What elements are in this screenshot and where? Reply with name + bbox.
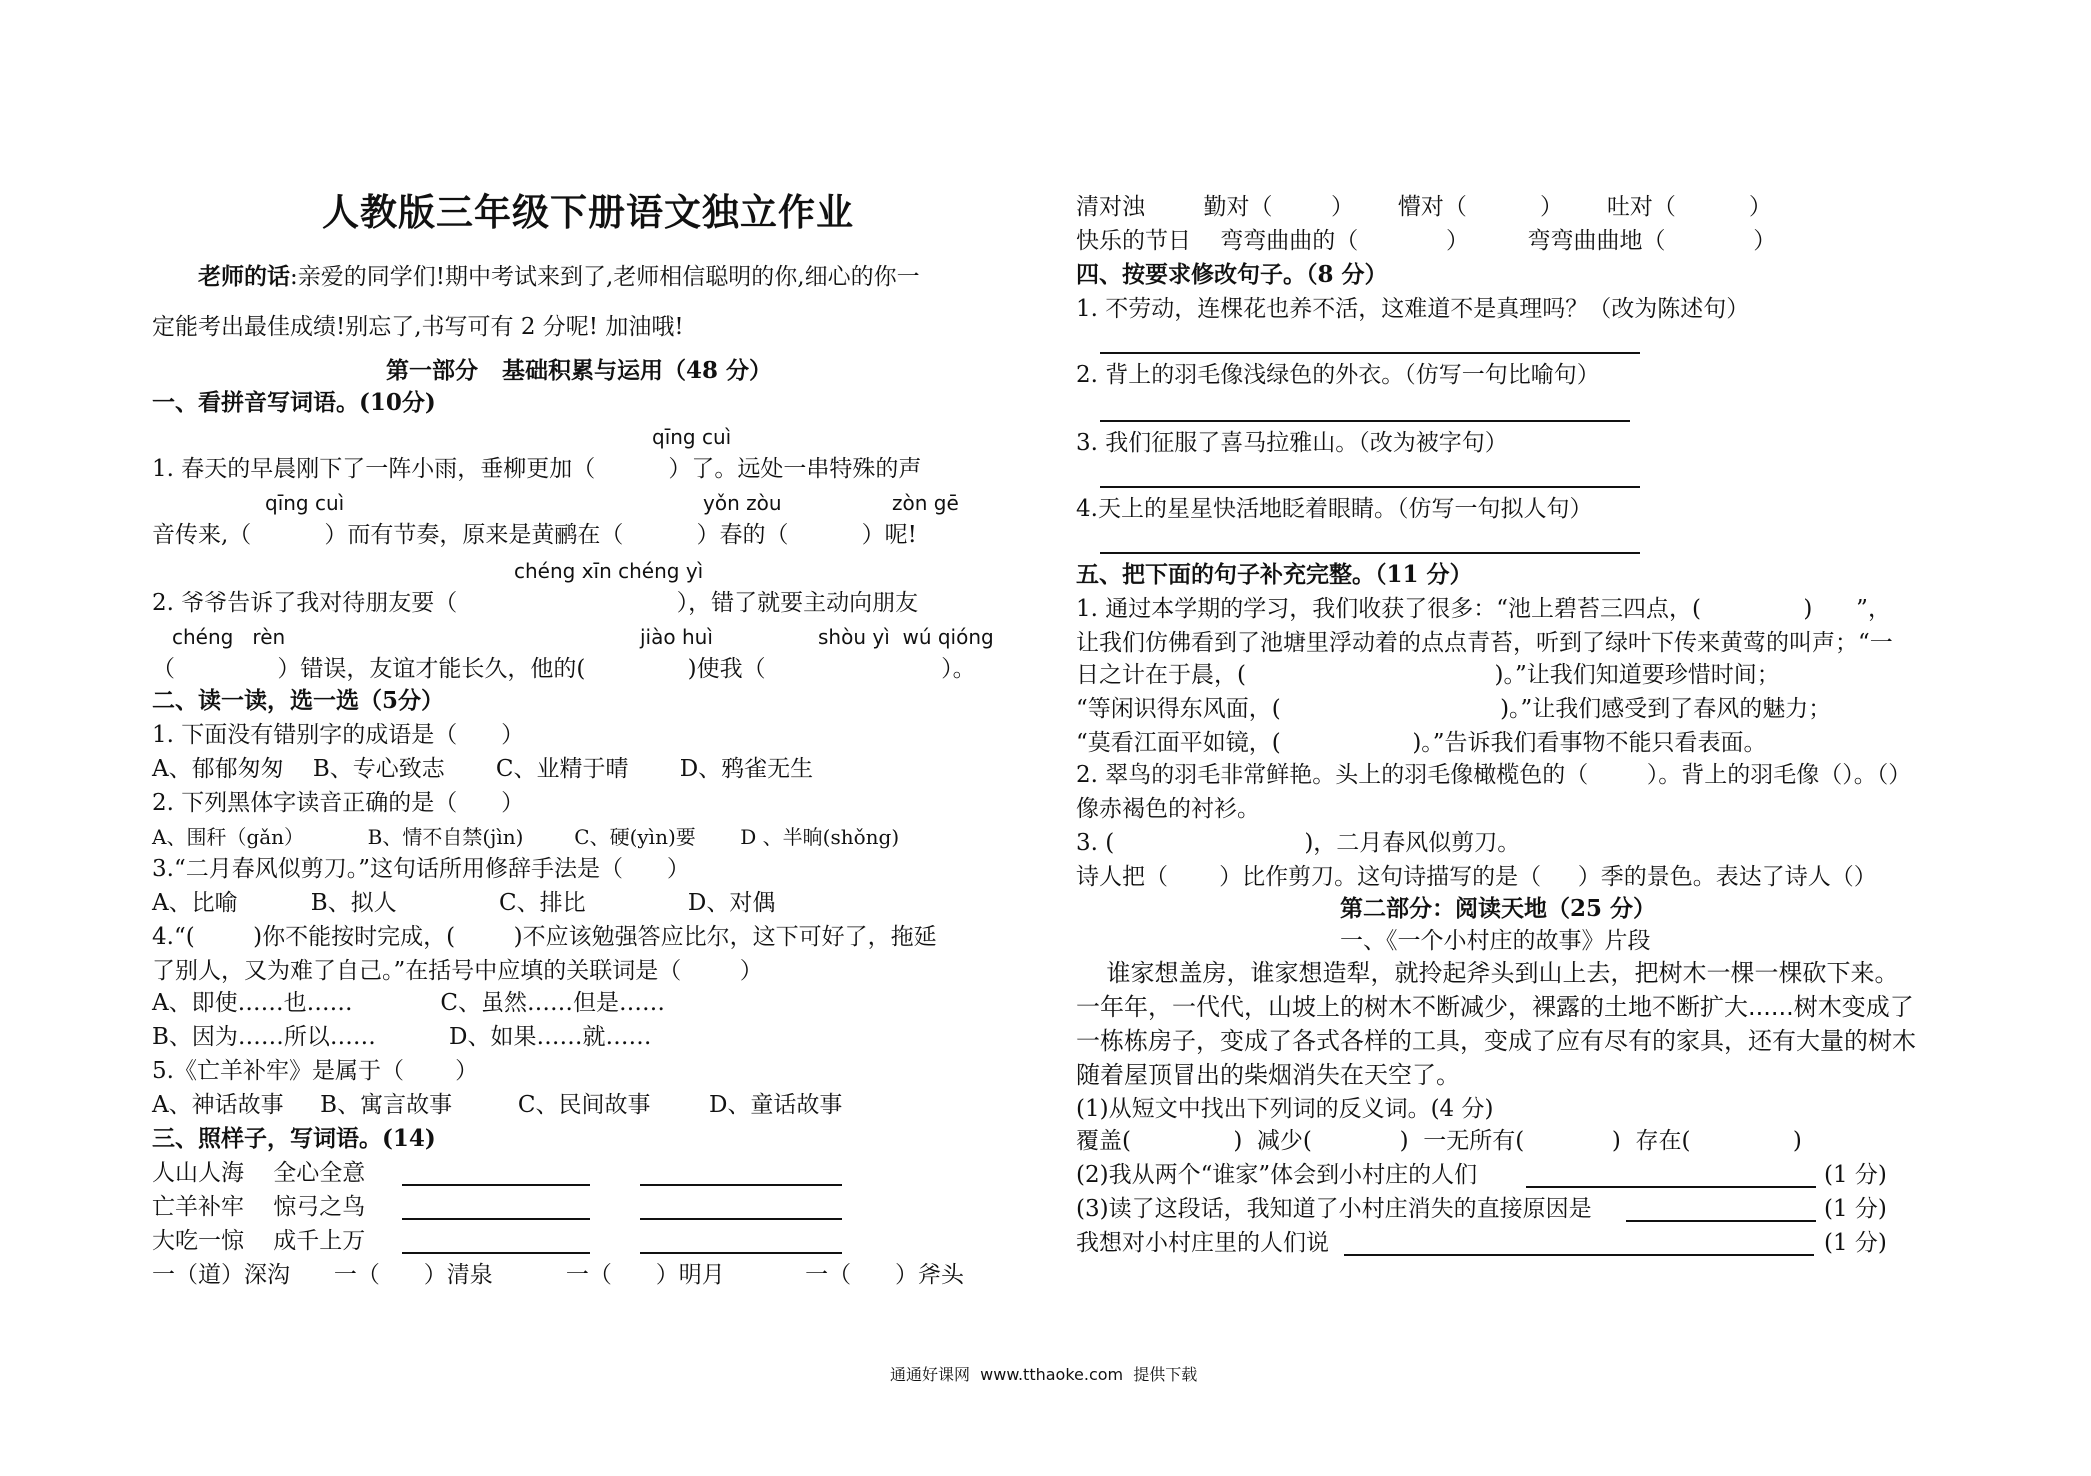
answer-line[interactable]	[640, 1252, 842, 1254]
s2-q5-options: A、神话故事 B、寓言故事 C、民间故事 D、童话故事	[152, 1092, 843, 1118]
answer-line[interactable]	[640, 1218, 842, 1220]
s4-q3: 3. 我们征服了喜马拉雅山。（改为被字句）	[1076, 430, 1508, 456]
answer-line[interactable]	[1100, 486, 1640, 488]
teacher-note-line2: 定能考出最佳成绩!别忘了,书写可有 2 分呢! 加油哦!	[152, 314, 684, 340]
reading-q4-score: (1 分)	[1824, 1230, 1887, 1256]
s1-heading: 一、看拼音写词语。(10分)	[152, 389, 436, 416]
page-title: 人教版三年级下册语文独立作业	[322, 191, 854, 234]
s2-q4-line1: 4.“( )你不能按时完成，( )不应该勉强答应比尔，这下可好了，拖延	[152, 924, 937, 950]
answer-line[interactable]	[1100, 420, 1630, 422]
teacher-note-label: 老师的话	[198, 263, 290, 290]
s1-line1: 1. 春天的早晨刚下了一阵小雨，垂柳更加（ ）了。远处一串特殊的声	[152, 456, 922, 482]
part1-heading: 第一部分 基础积累与运用（48 分）	[386, 357, 773, 384]
s5-heading: 五、把下面的句子补充完整。（11 分）	[1076, 561, 1473, 588]
s2-q4-line2: 了别人，又为难了自己。”在括号中应填的关联词是（ ）	[152, 958, 763, 984]
pinyin: qīng cuì	[652, 425, 732, 449]
answer-line[interactable]	[1100, 352, 1640, 354]
right-line2: 快乐的节日 弯弯曲曲的（ ） 弯弯曲曲地（ ）	[1076, 228, 1777, 254]
pinyin: jiào huì	[640, 625, 713, 649]
answer-line[interactable]	[402, 1218, 590, 1220]
s2-q1: 1. 下面没有错别字的成语是（ ）	[152, 722, 525, 748]
s1-line2: 音传来,（ ）而有节奏，原来是黄鹂在（ ）春的（ ）呢!	[152, 522, 917, 548]
s1-line4: （ ）错误，友谊才能长久，他的( )使我（ ）。	[152, 656, 976, 682]
s5-line: “等闲识得东风面，( )。”让我们感受到了春风的魅力；	[1076, 696, 1832, 722]
s5-line: 1. 通过本学期的学习，我们收获了很多：“池上碧苔三四点，( ) ”，	[1076, 596, 1891, 622]
passage-title: 一、《一个小村庄的故事》片段	[1340, 928, 1651, 954]
answer-line[interactable]	[1526, 1186, 1816, 1188]
s3-row4: 一（道）深沟 一（ ）清泉 一（ ）明月 一（ ）斧头	[152, 1262, 964, 1288]
passage-line: 一年年，一代代，山坡上的树木不断减少，裸露的土地不断扩大......树木变成了	[1076, 993, 1914, 1021]
answer-line[interactable]	[1626, 1220, 1816, 1222]
s2-heading: 二、读一读，选一选（5分）	[152, 687, 445, 714]
answer-line[interactable]	[640, 1184, 842, 1186]
answer-line[interactable]	[1344, 1254, 1814, 1256]
pinyin: chéng xīn chéng yì	[514, 559, 704, 583]
s3-row2: 亡羊补牢 惊弓之鸟	[152, 1194, 366, 1220]
s4-heading: 四、按要求修改句子。（8 分）	[1076, 261, 1388, 288]
s2-q4-options1: A、即使……也…… C、虽然……但是……	[152, 990, 665, 1016]
right-line1: 清对浊 勤对（ ） 懵对（ ） 吐对（ ）	[1076, 194, 1772, 220]
teacher-note-text1: :亲爱的同学们!期中考试来到了,老师相信聪明的你,细心的你一	[290, 264, 920, 290]
reading-q2-score: (1 分)	[1824, 1162, 1887, 1188]
s2-q2-options: A、围秆（gǎn） B、情不自禁(jìn) C、硬(yìn)要 D 、半晌(shǒng)	[152, 825, 900, 849]
answer-line[interactable]	[402, 1252, 590, 1254]
teacher-note-line1	[198, 262, 920, 292]
s5-line: “莫看江面平如镜，( )。”告诉我们看事物不能只看表面。	[1076, 730, 1767, 756]
s5-line: 3. ( )，二月春风似剪刀。	[1076, 830, 1521, 856]
s5-line: 像赤褐色的衬衫。	[1076, 796, 1260, 822]
pinyin: yǒn zòu	[703, 491, 782, 515]
passage-line: 谁家想盖房，谁家想造犁，就拎起斧头到山上去，把树木一棵一棵砍下来。	[1076, 959, 1899, 987]
reading-q2: (2)我从两个“谁家”体会到小村庄的人们	[1076, 1162, 1478, 1188]
part2-heading: 第二部分：阅读天地（25 分）	[1340, 895, 1657, 922]
s5-line: 诗人把（ ）比作剪刀。这句诗描写的是（ ）季的景色。表达了诗人（）	[1076, 864, 1877, 890]
s2-q2: 2. 下列黑体字读音正确的是（ ）	[152, 790, 525, 816]
s1-line3: 2. 爷爷告诉了我对待朋友要（ ），错了就要主动向朋友	[152, 590, 919, 616]
pinyin: zòn gē	[892, 491, 959, 515]
reading-q3: (3)读了这段话，我知道了小村庄消失的直接原因是	[1076, 1196, 1592, 1222]
pinyin: qīng cuì	[265, 491, 345, 515]
reading-q1: (1)从短文中找出下列词的反义词。(4 分)	[1076, 1096, 1494, 1122]
s5-line: 2. 翠鸟的羽毛非常鲜艳。头上的羽毛像橄榄色的（ ）。背上的羽毛像（）。（）	[1076, 762, 1912, 788]
footer-credit: 通通好课网 www.tthaoke.com 提供下载	[890, 1365, 1198, 1384]
s3-heading: 三、照样子，写词语。(14)	[152, 1125, 436, 1152]
s3-row3: 大吃一惊 成千上万	[152, 1228, 366, 1254]
s5-line: 日之计在于晨，( )。”让我们知道要珍惜时间；	[1076, 662, 1780, 688]
s2-q3: 3.“二月春风似剪刀。”这句话所用修辞手法是（ ）	[152, 856, 690, 882]
reading-q3-score: (1 分)	[1824, 1196, 1887, 1222]
answer-line[interactable]	[1100, 552, 1640, 554]
answer-line[interactable]	[402, 1184, 590, 1186]
reading-q4: 我想对小村庄里的人们说	[1076, 1230, 1329, 1256]
passage-line: 一栋栋房子，变成了各式各样的工具，变成了应有尽有的家具，还有大量的树木	[1076, 1027, 1916, 1055]
s2-q1-options: A、郁郁匆匆 B、专心致志 C、业精于晴 D、鸦雀无生	[152, 756, 814, 782]
s4-q4: 4.天上的星星快活地眨着眼睛。（仿写一句拟人句）	[1076, 496, 1593, 522]
reading-q1-words: 覆盖( ) 减少( ) 一无所有( ) 存在( )	[1076, 1128, 1802, 1154]
s5-line: 让我们仿佛看到了池塘里浮动着的点点青苔，听到了绿叶下传来黄莺的叫声；“一	[1076, 630, 1893, 656]
s2-q3-options: A、比喻 B、拟人 C、排比 D、对偶	[152, 890, 776, 916]
s4-q2: 2. 背上的羽毛像浅绿色的外衣。（仿写一句比喻句）	[1076, 362, 1600, 388]
s2-q5: 5.《亡羊补牢》是属于（ ）	[152, 1058, 479, 1084]
s2-q4-options2: B、因为……所以…… D、如果……就……	[152, 1024, 652, 1050]
s3-row1: 人山人海 全心全意	[152, 1160, 366, 1186]
s4-q1: 1. 不劳动，连棵花也养不活，这难道不是真理吗？（改为陈述句）	[1076, 296, 1750, 322]
pinyin: shòu yì wú qióng	[818, 625, 994, 649]
pinyin: chéng rèn	[172, 625, 286, 649]
passage-line: 随着屋顶冒出的柴烟消失在天空了。	[1076, 1061, 1460, 1089]
